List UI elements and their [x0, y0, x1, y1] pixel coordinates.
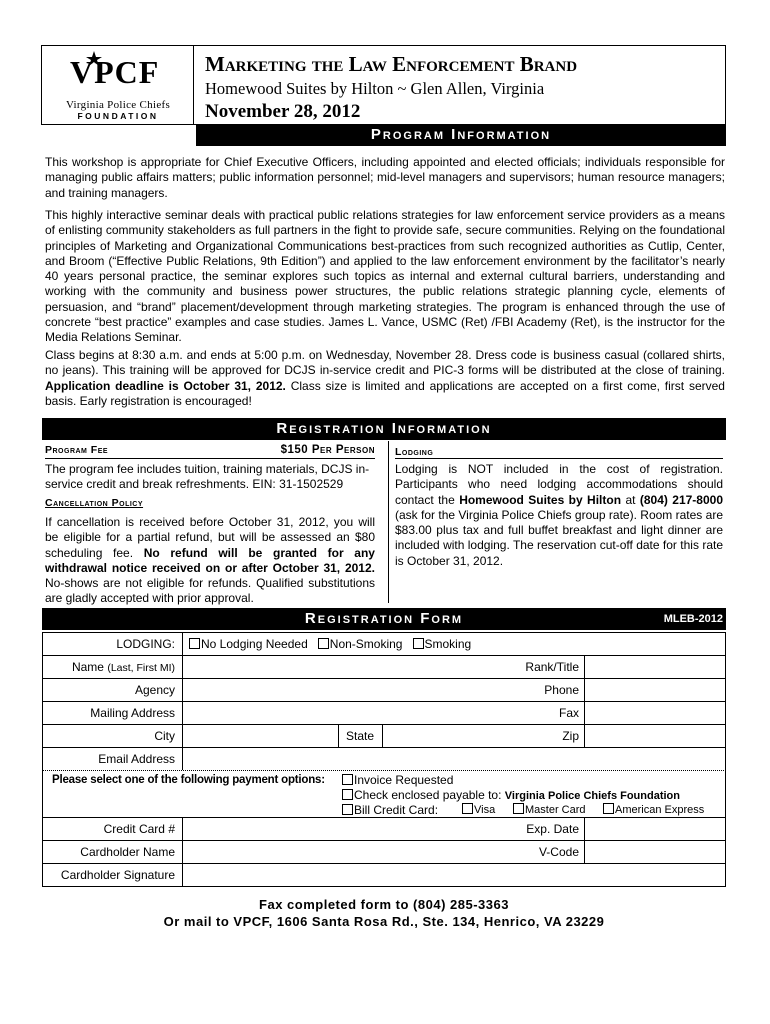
visa-option: Visa [462, 803, 495, 816]
registration-form-bar: Registration Form [304, 610, 464, 627]
name-label: Name (Last, First MI) [71, 660, 175, 674]
footer-mail: Or mail to VPCF, 1606 Santa Rosa Rd., Ste. 134, Henrico, VA 23229 [163, 914, 605, 929]
exp-date-label: Exp. Date [526, 822, 579, 836]
mailing-label: Mailing Address [90, 706, 175, 720]
pay-check-option: Check enclosed payable to: Virginia Police Chiefs Foundation [342, 788, 680, 802]
email-row [42, 748, 726, 771]
pay-invoice-option: Invoice Requested [342, 773, 453, 787]
cardholder-label: Cardholder Name [80, 845, 175, 859]
registration-info-bar: Registration Information [276, 420, 492, 437]
agency-label: Agency [134, 683, 175, 697]
cardholder-input[interactable] [183, 841, 515, 863]
bill-card-checkbox[interactable] [342, 804, 353, 815]
fax-input[interactable] [585, 702, 725, 724]
email-label: Email Address [98, 752, 175, 766]
credit-card-row [42, 818, 726, 841]
program-paragraph-3: Class begins at 8:30 a.m. and ends at 5:00 p.m. on Wednesday, November 28. Dress code is business casual (collared shirts, no jeans). This training will be approved for DCJS in-service credit and PIC-3 forms will be distributed at the close of training. Application deadline is October 31, 2012. Class size is limited and applications are accepted on a first come, first served basis. Early registration is encouraged! [45, 348, 725, 408]
form-code: MLEB-2012 [663, 613, 723, 625]
city-label: City [154, 729, 175, 743]
credit-card-input[interactable] [183, 818, 515, 840]
rank-label: Rank/Title [525, 660, 579, 674]
signature-label: Cardholder Signature [60, 868, 175, 882]
lodging-label: LODGING: [116, 637, 175, 651]
agency-input[interactable] [183, 679, 515, 701]
logo-subtitle-2: FOUNDATION [77, 111, 159, 121]
exp-date-input[interactable] [585, 818, 725, 840]
event-title: Marketing the Law Enforcement Brand [205, 52, 578, 76]
cancellation-heading: Cancellation Policy [45, 497, 144, 509]
payment-block [42, 771, 726, 818]
event-venue: Homewood Suites by Hilton ~ Glen Allen, Virginia [205, 79, 545, 98]
invoice-checkbox[interactable] [342, 774, 353, 785]
logo-text: VPCF [70, 54, 160, 90]
cancellation-text: If cancellation is received before October 31, 2012, you will be eligible for a partial refund, but will be assessed an $80 scheduling fee. No refund will be granted for any withdrawal notice received on or after October 31, 2012. No-shows are not eligible for refunds. Qualified substitutions are gladly accepted with prior approval. [45, 515, 375, 606]
visa-checkbox[interactable] [462, 803, 473, 814]
zip-label: Zip [562, 729, 579, 743]
zip-input[interactable] [585, 725, 725, 747]
payment-label: Please select one of the following payment options: [52, 774, 325, 786]
cardholder-row [42, 841, 726, 864]
program-fee-text: The program fee includes tuition, training materials, DCJS in-service credit and break refreshments. EIN: 31-1502529 [45, 462, 370, 491]
signature-row [42, 864, 726, 887]
mastercard-checkbox[interactable] [513, 803, 524, 814]
agency-row [42, 679, 726, 702]
program-info-bar: Program Information [370, 126, 552, 143]
mailing-input[interactable] [183, 702, 515, 724]
name-row [42, 656, 726, 679]
state-label: State [345, 729, 375, 743]
city-input[interactable] [183, 725, 338, 747]
program-paragraph-2: This highly interactive seminar deals with practical public relations strategies for law enforcement service providers as a means of enlisting community stakeholders as full partners in the fight to provide safe, secure communities. Relying on the foundational principles of Marketing and Organizational Communications best-practices from such recognized authorities as Cutlip, Center, and Broom (“Effective Public Relations, 9th Edition”) and applied to the law enforcement environment by the facilitator’s nearly 40 years personal practice, the seminar explores such topics as internal and external cultural barriers, understanding and working with the community and business power structures, the public relations strategic planning cycle, elements of persuasion, and “brand” placement/development through marketing strategies. The program is enhanced through the use of concrete “best practice” examples and case studies. James L. Vance, USMC (Ret) /FBI Academy (Ret), is the instructor for the Media Relations Seminar. [45, 208, 725, 345]
logo-subtitle: Virginia Police Chiefs [65, 99, 171, 111]
credit-card-label: Credit Card # [103, 822, 175, 836]
non-smoking-checkbox[interactable] [318, 638, 329, 649]
no-lodging-checkbox[interactable] [189, 638, 200, 649]
lodging-heading: Lodging [395, 446, 434, 458]
email-input[interactable] [183, 748, 725, 770]
rank-input[interactable] [585, 656, 725, 678]
lodging-options: No Lodging Needed Non-Smoking Smoking [189, 637, 471, 651]
smoking-checkbox[interactable] [413, 638, 424, 649]
vpcf-logo [42, 46, 194, 124]
name-input[interactable] [183, 656, 515, 678]
pay-card-option: Bill Credit Card: [342, 803, 438, 817]
phone-label: Phone [544, 683, 579, 697]
city-row [42, 725, 726, 748]
program-fee-amount: $150 Per Person [280, 444, 375, 456]
vcode-label: V-Code [538, 845, 579, 859]
signature-input[interactable] [183, 864, 725, 886]
amex-option: American Express [603, 803, 704, 816]
check-checkbox[interactable] [342, 789, 353, 800]
amex-checkbox[interactable] [603, 803, 614, 814]
program-fee-heading: Program Fee [45, 444, 109, 456]
mastercard-option: Master Card [513, 803, 586, 816]
lodging-text: Lodging is NOT included in the cost of registration. Participants who need lodging accommodations should contact the Homewood Suites by Hilton at (804) 217-8000 (ask for the Virginia Police Chiefs group rate). Room rates are $83.00 plus tax and full buffet breakfast and light dinner are included with lodging. The reservation cut-off date for this rate is October 31, 2012. [395, 462, 723, 568]
event-date: November 28, 2012 [205, 101, 361, 122]
program-paragraph-1: This workshop is appropriate for Chief Executive Officers, including appointed and elected officials; individuals responsible for managing public affairs matters; public information personnel; mid-level managers and supervisors; human resource managers; and training managers. [45, 155, 725, 200]
event-header [41, 45, 726, 125]
vcode-input[interactable] [585, 841, 725, 863]
phone-input[interactable] [585, 679, 725, 701]
lodging-row [42, 633, 726, 656]
fax-label: Fax [558, 706, 579, 720]
footer-fax: Fax completed form to (804) 285-3363 [259, 897, 509, 912]
state-input[interactable] [383, 725, 513, 747]
mailing-row [42, 702, 726, 725]
